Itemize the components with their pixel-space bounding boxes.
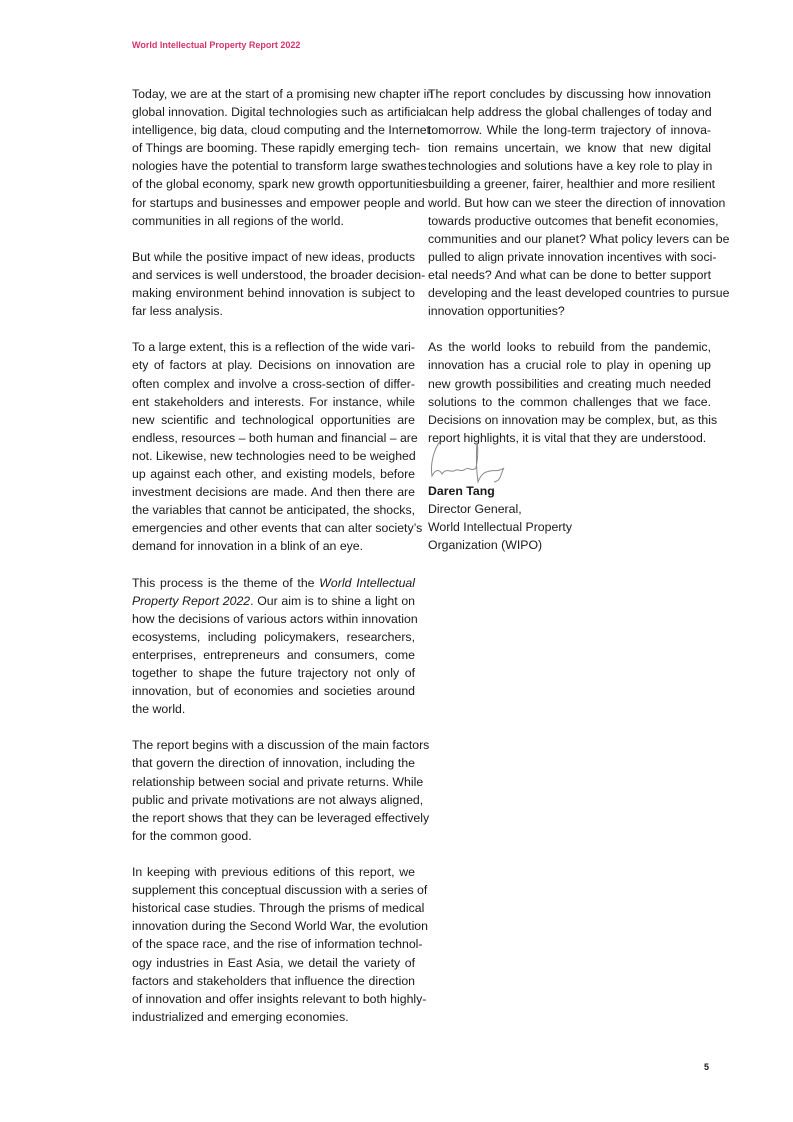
text-line: can help address the global challenges of today and xyxy=(428,105,712,120)
paragraph xyxy=(132,863,428,1026)
text-line: The report concludes by discussing how innovation xyxy=(428,87,711,101)
text-line: emergencies and other events that can alter society’s xyxy=(132,521,423,536)
text-line: up against each other, and existing models, before xyxy=(132,466,415,481)
text-line: innovation during the Second World War, the evolution xyxy=(132,919,428,934)
text-line: To a large extent, this is a reflection of the wide vari- xyxy=(132,340,415,355)
text-line: communities and our planet? What policy levers can be xyxy=(428,231,730,246)
text-line: innovation opportunities? xyxy=(428,304,565,319)
text-line: But while the positive impact of new ideas, products xyxy=(132,249,415,264)
text-line: ent stakeholders and interests. For instance, while xyxy=(132,394,415,409)
text-line: This process is the theme of the World Intellectual xyxy=(132,575,415,590)
text-line: Today, we are at the start of a promising new chapter in xyxy=(132,87,434,101)
text-line: communities in all regions of the world. xyxy=(132,213,344,228)
text-line: pulled to align private innovation incentives with soci- xyxy=(428,249,717,264)
text-line: ety of factors at play. Decisions on innovation are xyxy=(132,358,415,373)
text-line: nologies have the potential to transform large swathes xyxy=(132,159,427,174)
text-line: how the decisions of various actors within innovation xyxy=(132,611,418,626)
text-line: endless, resources – both human and financial – are xyxy=(132,430,418,445)
signature-image xyxy=(428,438,518,488)
text-line: for startups and businesses and empower people and xyxy=(132,195,425,210)
text-line: enterprises, entrepreneurs and consumers, come xyxy=(132,647,415,662)
text-line: supplement this conceptual discussion with a series of xyxy=(132,883,428,898)
paragraph xyxy=(132,736,430,845)
text-line: that govern the direction of innovation, including the xyxy=(132,756,415,771)
text-line: factors and stakeholders that influence the direction xyxy=(132,973,415,988)
text-line: etal needs? And what can be done to better support xyxy=(428,267,711,282)
text-line: of innovation and offer insights relevant to both highly- xyxy=(132,991,427,1006)
text-line: together to shape the future trajectory not only of xyxy=(132,666,415,680)
text-line: intelligence, big data, cloud computing and the Internet xyxy=(132,123,431,138)
paragraph xyxy=(132,248,426,320)
text-line: often complex and involve a cross-section of differ- xyxy=(132,376,415,391)
text-line: of the global economy, spark new growth opportunities xyxy=(132,177,429,192)
column-right xyxy=(428,85,730,465)
text-line: new growth possibilities and creating much needed xyxy=(428,376,711,391)
text-line: new scientific and technological opportunities are xyxy=(132,412,415,427)
text-line: investment decisions are made. And then there are xyxy=(132,485,415,500)
text-line: ecosystems, including policymakers, researchers, xyxy=(132,629,415,644)
text-line: tomorrow. While the long-term trajectory of innova- xyxy=(428,123,711,138)
text-line: the variables that cannot be anticipated, the shocks, xyxy=(132,503,416,518)
text-line: historical case studies. Through the prisms of medical xyxy=(132,901,425,916)
text-line: of Things are booming. These rapidly emerging tech- xyxy=(132,141,420,156)
text-line: In keeping with previous editions of this report, we xyxy=(132,865,415,880)
text-line: the world. xyxy=(132,702,186,717)
signatory-title: Director General, xyxy=(428,502,522,517)
text-line: the report shows that they can be leveraged effectively xyxy=(132,810,430,825)
text-line: not. Likewise, new technologies need to be weighed xyxy=(132,448,416,463)
text-line: of the space race, and the rise of information technol- xyxy=(132,937,423,952)
signatory-org-abbr: Organization (WIPO) xyxy=(428,538,543,553)
text-line: and services is well understood, the broader decision- xyxy=(132,267,426,282)
signatory-org: World Intellectual Property xyxy=(428,520,572,535)
text-line: technologies and solutions have a key role to play in xyxy=(428,159,713,174)
text-line: for the common good. xyxy=(132,828,252,843)
signatory-name: Daren Tang xyxy=(428,484,495,498)
text-line: Property Report 2022. Our aim is to shine a light on xyxy=(132,593,415,608)
text-line: making environment behind innovation is subject to xyxy=(132,286,415,301)
text-line: building a greener, fairer, healthier and more resilient xyxy=(428,177,716,192)
text-line: tion remains uncertain, we know that new digital xyxy=(428,141,711,156)
text-line: towards productive outcomes that benefit economies, xyxy=(428,213,719,228)
column-left xyxy=(132,85,434,1044)
paragraph xyxy=(132,85,434,230)
text-line: relationship between social and private returns. While xyxy=(132,774,424,789)
signature-block xyxy=(428,482,572,554)
paragraph xyxy=(132,574,418,719)
text-line: Decisions on innovation may be complex, but, as this xyxy=(428,412,718,427)
text-line: The report begins with a discussion of the main factors xyxy=(132,738,430,753)
paragraph xyxy=(428,338,718,447)
paragraph xyxy=(132,338,423,555)
text-line: global innovation. Digital technologies such as artificial xyxy=(132,105,429,120)
text-line: ogy industries in East Asia, we detail the variety of xyxy=(132,955,415,970)
page-number: 5 xyxy=(704,1062,710,1072)
text-line: developing and the least developed countries to pursue xyxy=(428,286,730,301)
text-line: industrialized and emerging economies. xyxy=(132,1009,349,1024)
running-header: World Intellectual Property Report 2022 xyxy=(132,40,301,50)
text-line: far less analysis. xyxy=(132,304,223,319)
text-line: demand for innovation in a blink of an eye. xyxy=(132,539,364,554)
text-line: As the world looks to rebuild from the pandemic, xyxy=(428,340,711,355)
text-line: innovation, but of economies and societies around xyxy=(132,684,415,699)
text-line: report highlights, it is vital that they are understood. xyxy=(428,430,707,445)
text-line: innovation has a crucial role to play in opening up xyxy=(428,358,711,373)
text-line: world. But how can we steer the direction of innovation xyxy=(428,195,726,210)
paragraph xyxy=(428,85,730,320)
text-line: public and private motivations are not always aligned, xyxy=(132,792,424,807)
text-line: solutions to the common challenges that we face. xyxy=(428,394,711,409)
